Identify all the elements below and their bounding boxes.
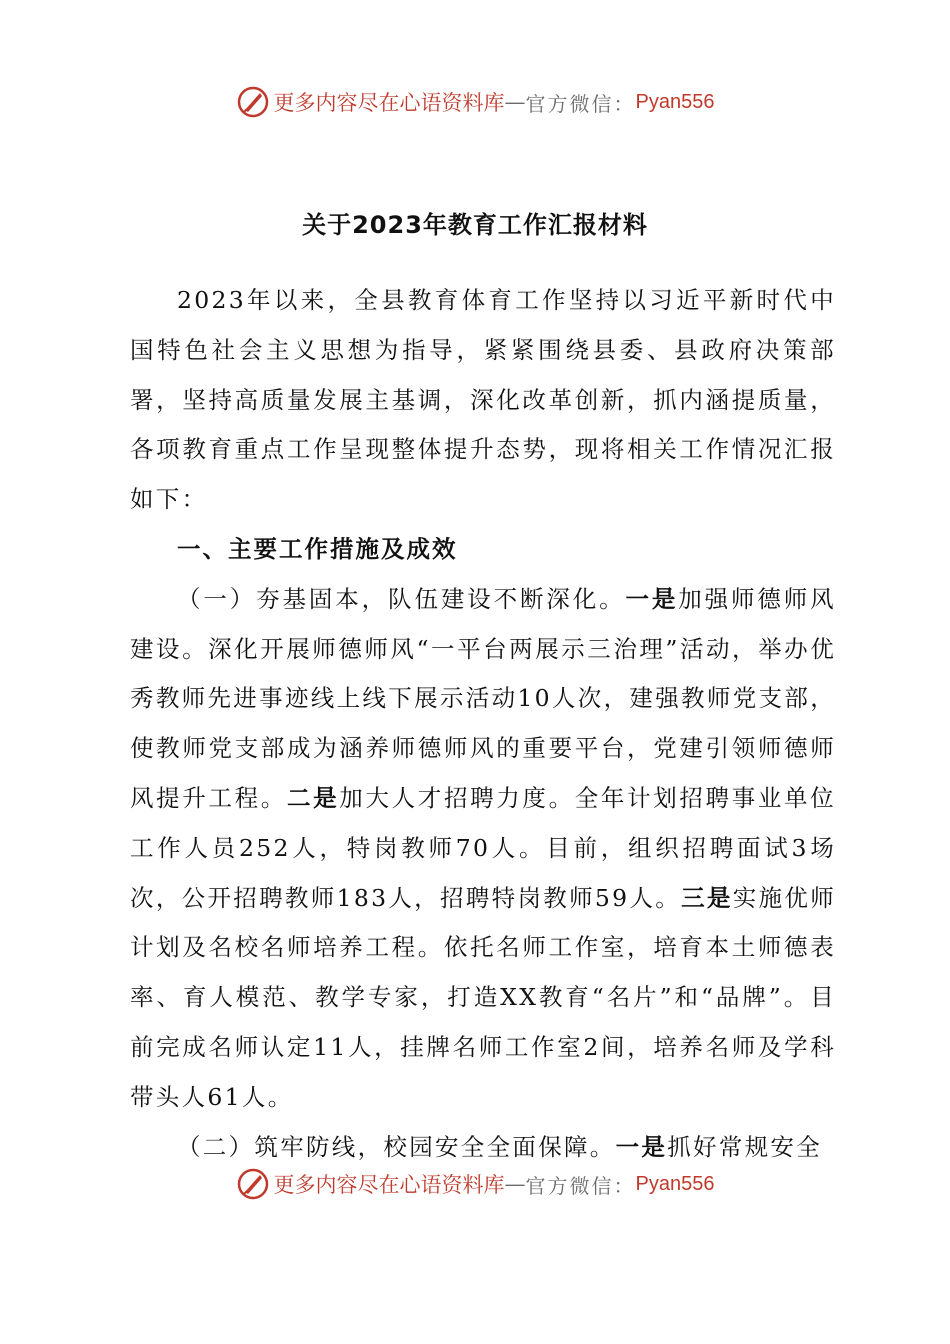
intro-paragraph: 2023年以来，全县教育体育工作坚持以习近平新时代中国特色社会主义思想为指导，紧紧围绕县委、县政府决策部署，坚持高质量发展主基调，深化改革创新，抓内涵提质量，各项教育重点工作呈现整体提升态势，现将相关工作情况汇报如下： xyxy=(130,286,836,514)
paragraph-text: 抓好常规安全 xyxy=(667,1132,823,1161)
paragraph-text: 加大人才招聘力度。全年计划招聘事业单位工作人员252人，特岗教师70人。目前，组织招聘面试3场次，公开招聘教师183人，招聘特岗教师59人。 xyxy=(130,783,836,912)
header-watermark xyxy=(0,82,950,122)
watermark-site-name: 更多内容尽在心语资料库 xyxy=(273,1173,505,1197)
keyword-third: 三是 xyxy=(681,883,733,912)
document-body xyxy=(130,276,836,1172)
paragraph-text: 实施优师计划及名校名师培养工程。依托名师工作室，培育本土师德表率、育人模范、教学专家，打造XX教育“名片”和“品牌”。目前完成名师认定11人，挂牌名师工作室2间，培养名师及学科带头人61人。 xyxy=(130,883,837,1111)
section-heading: 一、主要工作措施及成效 xyxy=(177,534,458,563)
footer-watermark xyxy=(0,1164,950,1204)
quill-logo-icon xyxy=(236,1167,270,1201)
paragraph-team-building xyxy=(130,575,836,1123)
watermark-wechat-label: 官方微信： xyxy=(525,91,636,116)
keyword-first: 一是 xyxy=(625,584,679,613)
watermark-separator: — xyxy=(504,90,526,114)
watermark-separator: — xyxy=(504,1172,526,1196)
paragraph-lead: （二）筑牢防线，校园安全全面保障。 xyxy=(177,1132,616,1161)
keyword-second: 二是 xyxy=(286,783,340,812)
watermark-site-name: 更多内容尽在心语资料库 xyxy=(273,91,505,115)
paragraph-lead: （一）夯基固本，队伍建设不断深化。 xyxy=(177,584,626,613)
quill-logo-icon xyxy=(236,85,270,119)
keyword-first: 一是 xyxy=(615,1132,668,1161)
watermark-wechat-id: Pyan556 xyxy=(635,90,715,113)
paragraph-text: 加强师德师风建设。深化开展师德师风“一平台两展示三治理”活动，举办优秀教师先进事迹线上线下展示活动10人次，建强教师党支部，使教师党支部成为涵养师德师风的重要平台，党建引领师德师风提升工程。 xyxy=(130,584,836,812)
watermark-wechat-id: Pyan556 xyxy=(635,1172,715,1195)
document-title: 关于2023年教育工作汇报材料 xyxy=(302,211,648,239)
watermark-wechat-label: 官方微信： xyxy=(525,1173,636,1198)
